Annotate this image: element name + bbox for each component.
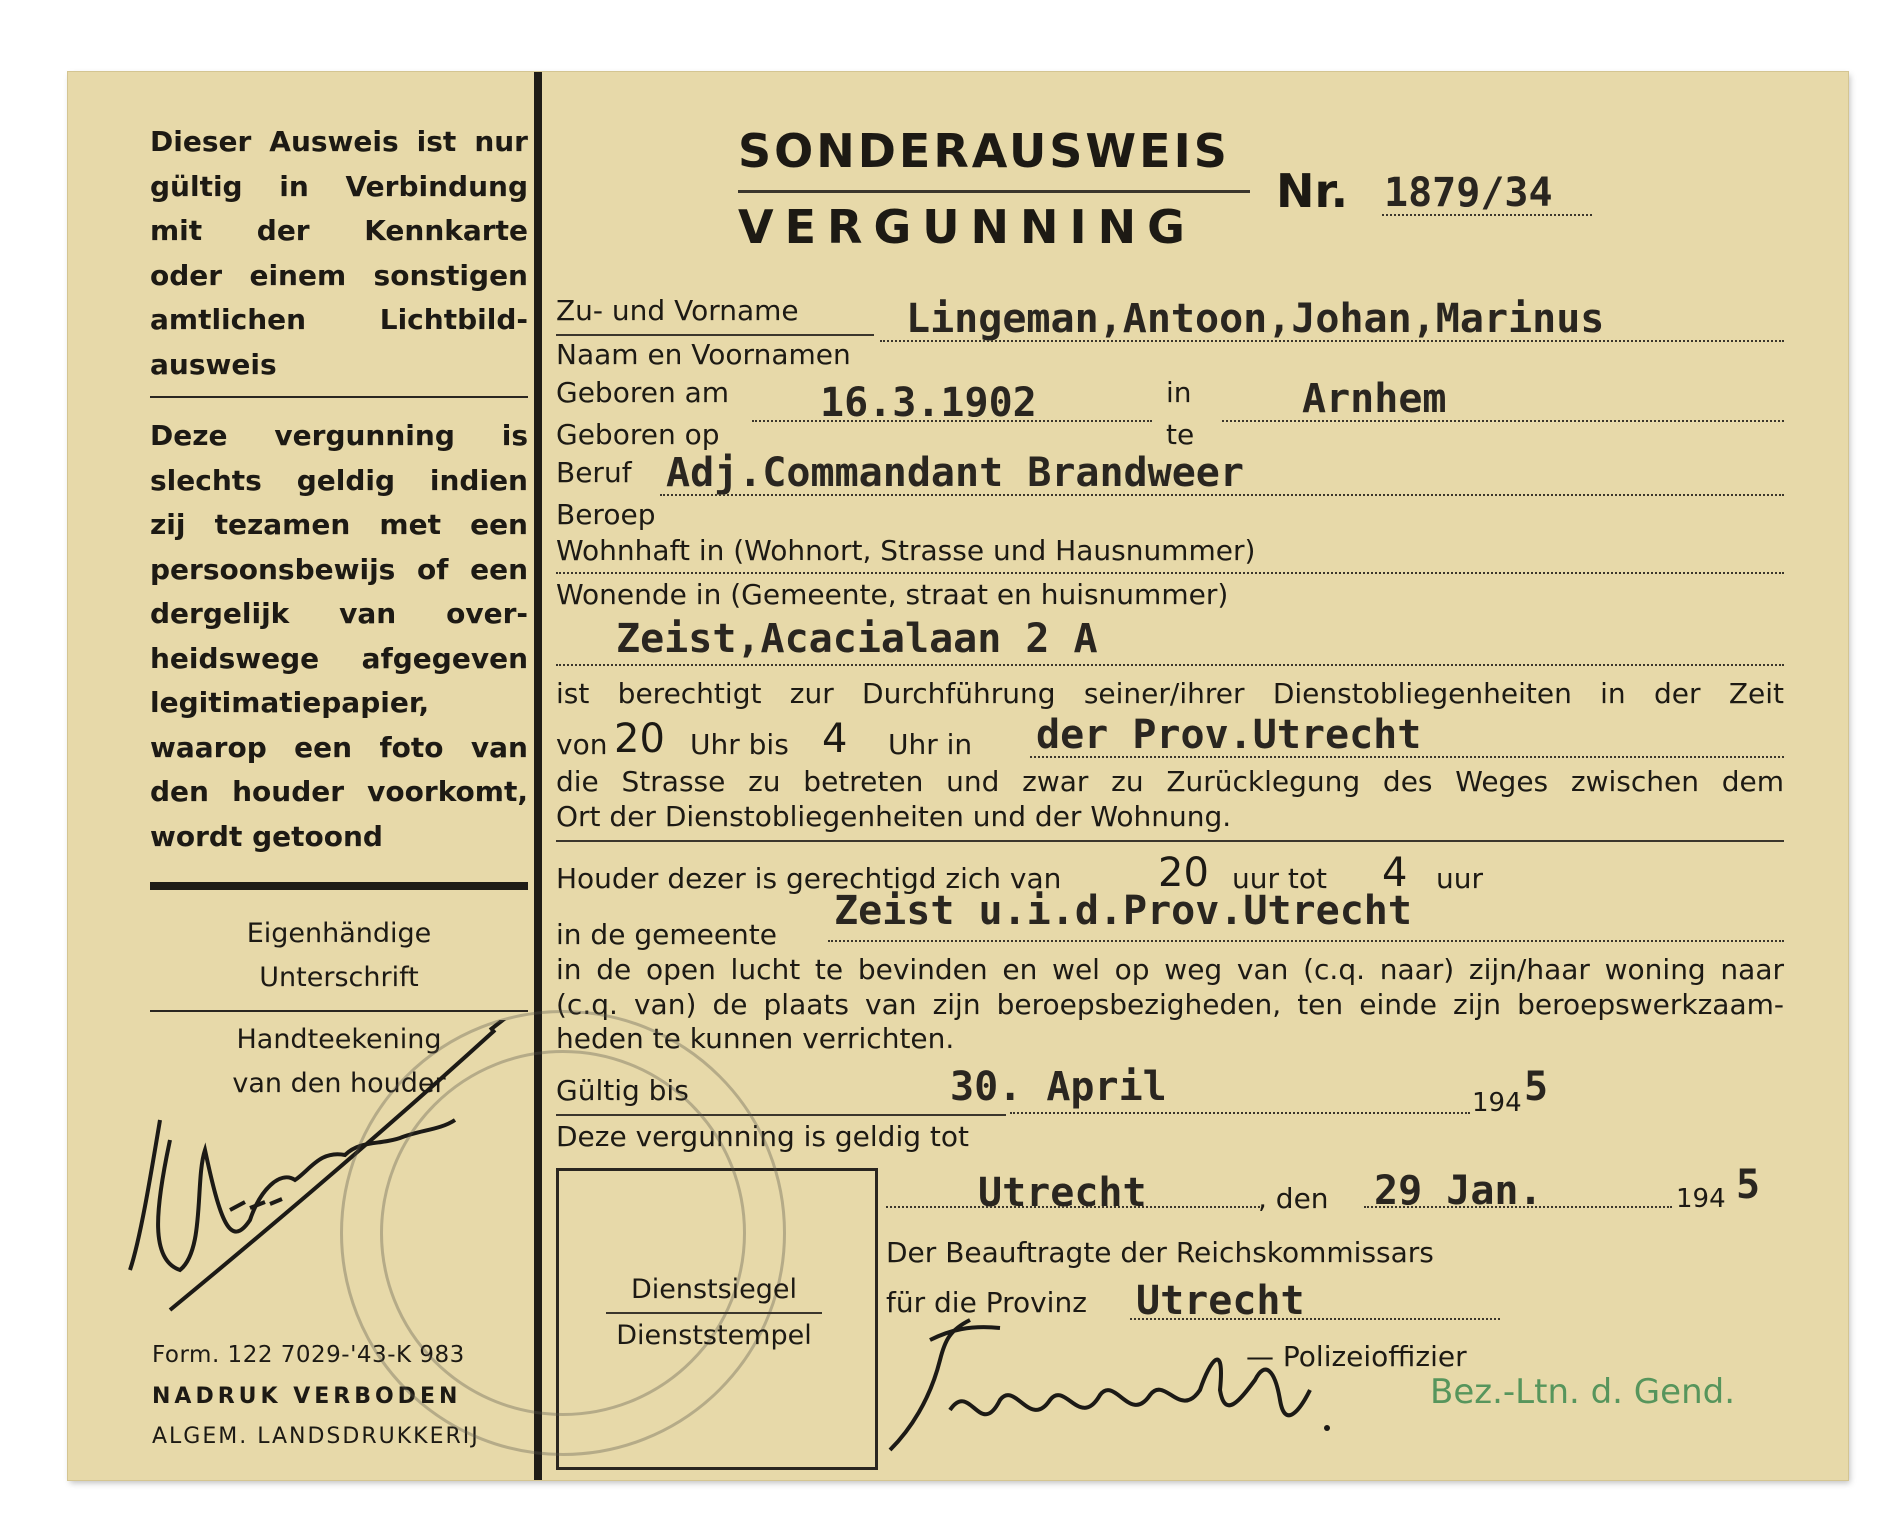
- issue-year-digit: 5: [1736, 1162, 1761, 1208]
- name-label-nl: Naam en Voornamen: [556, 338, 851, 371]
- reproduction-notice: NADRUK VERBODEN: [152, 1384, 462, 1409]
- notice-line: gültig in Verbindung: [150, 169, 528, 203]
- seal-label: Dienstsiegel: [630, 1274, 798, 1305]
- address-value: Zeist,Acacialaan 2 A: [616, 616, 1098, 662]
- from-hour-de: 20: [614, 716, 665, 762]
- address-label-line: [556, 572, 1784, 574]
- birth-date: 16.3.1902: [820, 380, 1037, 426]
- issue-date-line: [1364, 1206, 1672, 1208]
- notice-line: dergelijk van over-: [150, 597, 528, 630]
- notice-line: oder einem sonstigen: [150, 258, 528, 292]
- valid-until-label-de: Gültig bis: [556, 1074, 689, 1107]
- seal-label-rule: [606, 1312, 822, 1314]
- permission-de-line: die Strasse zu betreten und zwar zu Zurücklegung des Weges zwischen dem: [556, 765, 1784, 798]
- valid-year-prefix: 194: [1472, 1088, 1522, 1118]
- permission-nl-line: (c.q. van) de plaats van zijn beroepsbezigheden, ten einde zijn beroepswerkzaam-: [556, 988, 1784, 1021]
- permission-de-line: ist berechtigt zur Durchführung seiner/ihrer Dienstobliegenheiten in der Zeit: [556, 677, 1784, 710]
- area-de: der Prov.Utrecht: [1036, 712, 1422, 758]
- rank-stamp: Bez.-Ltn. d. Gend.: [1430, 1372, 1736, 1412]
- title-german: SONDERAUSWEIS: [738, 124, 1230, 178]
- birth-date-line: [752, 420, 1152, 422]
- valid-until-label-nl: Deze vergunning is geldig tot: [556, 1120, 969, 1153]
- notice-line: slechts geldig indien: [150, 463, 528, 497]
- notice-line: amtlichen Lichtbild-: [150, 303, 528, 336]
- dutch-notice: [150, 414, 528, 859]
- official-title-line: Der Beauftragte der Reichskommissars: [886, 1236, 1434, 1269]
- job-label-nl: Beroep: [556, 498, 656, 531]
- from-hour-nl: 20: [1158, 850, 1209, 896]
- uhr-in-label: Uhr in: [888, 728, 973, 761]
- german-notice: [150, 120, 528, 387]
- uur-tot-label: uur tot: [1232, 862, 1327, 895]
- area-line: [1030, 756, 1784, 758]
- address-label-nl: Wonende in (Gemeente, straat en huisnummer): [556, 578, 1229, 611]
- uur-label: uur: [1436, 862, 1484, 895]
- province-value: Utrecht: [1136, 1278, 1305, 1324]
- notice-line: Dieser Ausweis ist nur: [150, 125, 528, 158]
- born-in-label-de: in: [1166, 376, 1192, 409]
- officer-signature: [880, 1300, 1360, 1480]
- issue-date: 29 Jan.: [1374, 1168, 1543, 1214]
- den-label: , den: [1258, 1182, 1329, 1215]
- valid-until-date: 30. April: [950, 1064, 1167, 1110]
- gemeente-label: in de gemeente: [556, 918, 778, 951]
- label-line: van den houder: [232, 1068, 446, 1099]
- valid-year-digit: 5: [1524, 1064, 1549, 1110]
- official-title-line: für die Provinz: [886, 1286, 1087, 1319]
- name-label-de: Zu- und Vorname: [556, 294, 799, 327]
- notice-line: persoonsbewijs of een: [150, 552, 528, 586]
- stamp-label: Dienststempel: [616, 1320, 812, 1351]
- address-line: [556, 664, 1784, 666]
- birth-place: Arnhem: [1302, 376, 1447, 422]
- name-line: [880, 340, 1784, 342]
- born-in-label-nl: te: [1166, 418, 1195, 451]
- notice-line: den houder voorkomt,: [150, 775, 528, 808]
- title-rule: [738, 190, 1250, 193]
- seal-impression-inner: [380, 1050, 746, 1416]
- label-line: Handteekening: [236, 1024, 442, 1055]
- gemeente-value: Zeist u.i.d.Prov.Utrecht: [834, 888, 1412, 934]
- permission-nl-line: in de open lucht te bevinden en wel op weg van (c.q. naar) zijn/haar woning naar: [556, 953, 1784, 986]
- to-hour-nl: 4: [1382, 850, 1408, 896]
- number-line: [1382, 214, 1592, 216]
- valid-until-line: [1010, 1112, 1470, 1114]
- officer-role: — Polizeioffizier: [1246, 1340, 1467, 1373]
- gemeente-line: [828, 940, 1784, 942]
- born-label-nl: Geboren op: [556, 418, 720, 451]
- notice-line: Deze vergunning is: [150, 419, 528, 452]
- section-divider: [556, 840, 1784, 842]
- permission-nl-line: Houder dezer is gerechtigd zich van: [556, 862, 1062, 895]
- label-line: Unterschrift: [259, 962, 419, 993]
- label-rule: [556, 334, 874, 336]
- permission-nl-line: heden te kunnen verrichten.: [556, 1022, 955, 1055]
- number-label: Nr.: [1276, 164, 1349, 218]
- von-label: von: [556, 728, 608, 761]
- to-hour-de: 4: [822, 716, 848, 762]
- born-label-de: Geboren am: [556, 376, 730, 409]
- permission-de-line: Ort der Dienstobliegenheiten und der Wohnung.: [556, 800, 1232, 833]
- address-label-de: Wohnhaft in (Wohnort, Strasse und Hausnummer): [556, 534, 1256, 567]
- issue-year-prefix: 194: [1676, 1184, 1726, 1214]
- document-number: 1879/34: [1384, 170, 1553, 216]
- birth-place-line: [1222, 420, 1784, 422]
- divider-thick: [150, 882, 528, 890]
- notice-line: wordt getoond: [150, 819, 383, 853]
- uhr-bis-label: Uhr bis: [690, 728, 789, 761]
- printer-name: ALGEM. LANDSDRUKKERIJ: [152, 1424, 480, 1449]
- notice-line: waarop een foto van: [150, 730, 528, 764]
- notice-line: ausweis: [150, 347, 277, 381]
- job-value: Adj.Commandant Brandweer: [666, 450, 1244, 496]
- signature-label-de: [150, 912, 528, 1000]
- label-line: Eigenhändige: [246, 918, 432, 949]
- form-number: Form. 122 7029-'43-K 983: [152, 1342, 465, 1368]
- notice-line: legitimatiepapier,: [150, 686, 430, 719]
- job-line: [660, 494, 1784, 496]
- notice-line: zij tezamen met een: [150, 508, 528, 541]
- name-value: Lingeman,Antoon,Johan,Marinus: [906, 296, 1605, 342]
- notice-line: mit der Kennkarte: [150, 214, 528, 247]
- issue-place: Utrecht: [978, 1170, 1147, 1216]
- title-dutch: VERGUNNING: [738, 200, 1196, 254]
- job-label-de: Beruf: [556, 456, 632, 489]
- divider: [150, 396, 528, 398]
- issue-place-line: [886, 1206, 1260, 1208]
- notice-line: heidswege afgegeven: [150, 641, 528, 675]
- divider: [150, 1010, 528, 1012]
